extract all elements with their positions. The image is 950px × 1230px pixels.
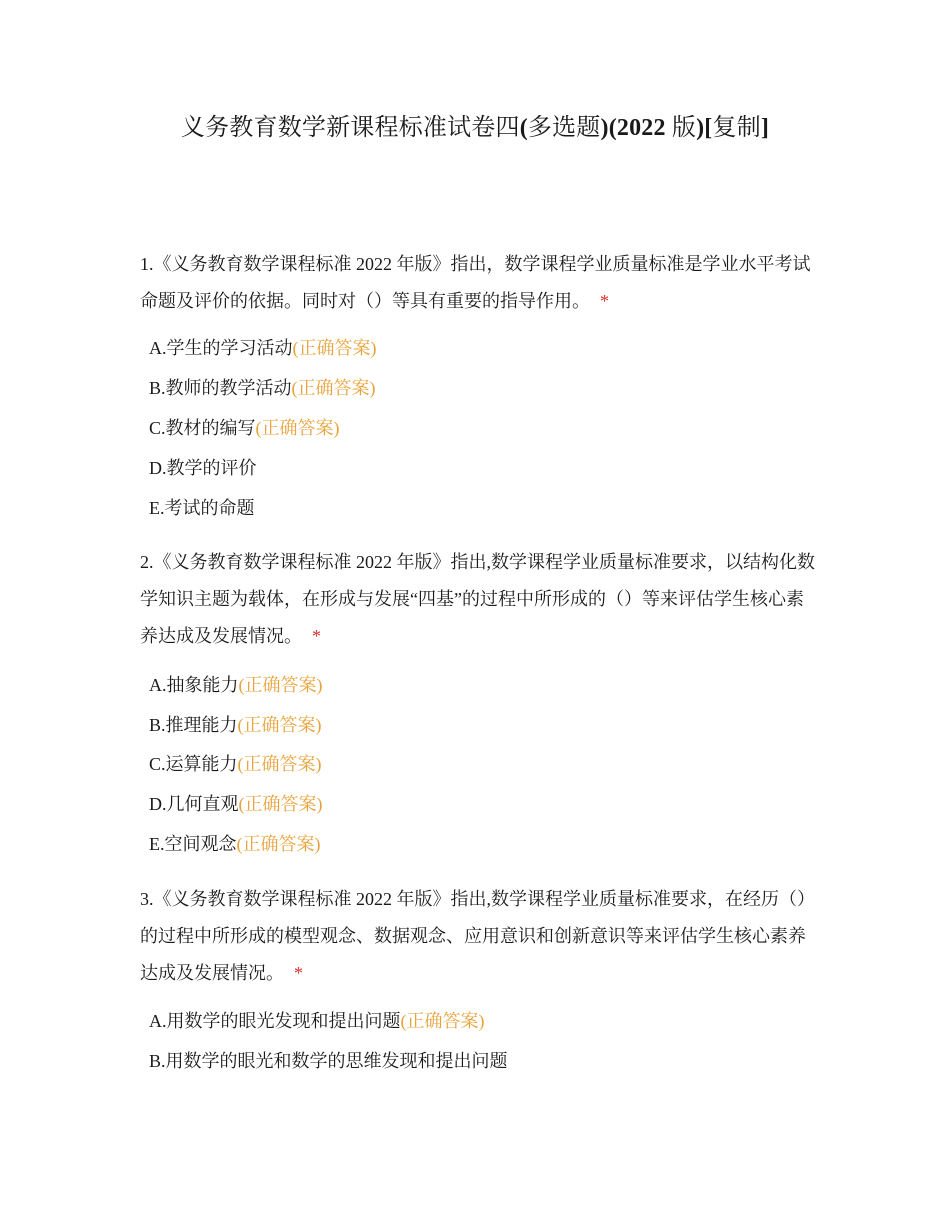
option-text: D.几何直观 xyxy=(149,794,239,814)
correct-answer-label: (正确答案) xyxy=(238,675,323,695)
option-1d xyxy=(149,454,257,482)
option-3a xyxy=(149,1007,485,1035)
option-1e xyxy=(149,494,255,522)
option-1b xyxy=(149,374,376,402)
correct-answer-label: (正确答案) xyxy=(292,338,377,358)
title-text: 多选题 xyxy=(527,115,601,141)
option-text: D.教学的评价 xyxy=(149,458,257,478)
option-text: A.用数学的眼光发现和提出问题 xyxy=(149,1011,401,1031)
correct-answer-label: (正确答案) xyxy=(400,1011,485,1031)
title-text: 义务教育数学新课程标准试卷四 xyxy=(180,115,520,141)
option-2b xyxy=(149,711,322,739)
title-paren: ( xyxy=(519,115,528,141)
option-2c xyxy=(149,750,322,778)
correct-answer-label: (正确答案) xyxy=(255,418,340,438)
title-text: 复制 xyxy=(712,115,761,141)
option-1a xyxy=(149,334,377,362)
option-text: E.考试的命题 xyxy=(149,498,255,518)
question-3 xyxy=(140,881,820,992)
correct-answer-label: (正确答案) xyxy=(237,715,322,735)
page-title xyxy=(0,112,950,144)
question-text: 3.《义务教育数学课程标准 2022 年版》指出,数学课程学业质量标准要求，在经历（）的过程中所形成的模型观念、数据观念、应用意识和创新意识等来评估学生核心素养达成及发展情况。 xyxy=(140,889,815,983)
option-text: C.运算能力 xyxy=(149,754,238,774)
question-1 xyxy=(140,246,820,320)
correct-answer-label: (正确答案) xyxy=(238,794,323,814)
option-2a xyxy=(149,671,323,699)
option-text: A.抽象能力 xyxy=(149,675,239,695)
title-year: )(2022 xyxy=(600,115,672,141)
option-text: B.用数学的眼光和数学的思维发现和提出问题 xyxy=(149,1051,508,1071)
option-2d xyxy=(149,790,323,818)
question-text: 2.《义务教育数学课程标准 2022 年版》指出,数学课程学业质量标准要求，以结构化数学知识主题为载体，在形成与发展“四基”的过程中所形成的（）等来评估学生核心素养达成及发展情况。 xyxy=(140,552,815,646)
question-text: 1.《义务教育数学课程标准 2022 年版》指出，数学课程学业质量标准是学业水平考试命题及评价的依据。同时对（）等具有重要的指导作用。 xyxy=(140,254,811,311)
option-text: B.推理能力 xyxy=(149,715,238,735)
required-mark: * xyxy=(600,291,609,311)
option-3b xyxy=(149,1047,508,1075)
correct-answer-label: (正确答案) xyxy=(236,834,321,854)
correct-answer-label: (正确答案) xyxy=(291,378,376,398)
option-text: E.空间观念 xyxy=(149,834,237,854)
option-2e xyxy=(149,830,321,858)
option-1c xyxy=(149,414,340,442)
title-bracket: )[ xyxy=(696,115,713,141)
option-text: A.学生的学习活动 xyxy=(149,338,293,358)
required-mark: * xyxy=(312,626,321,646)
correct-answer-label: (正确答案) xyxy=(237,754,322,774)
title-text: 版 xyxy=(671,115,697,141)
option-text: B.教师的教学活动 xyxy=(149,378,292,398)
title-bracket: ] xyxy=(760,115,770,141)
question-2 xyxy=(140,544,820,655)
required-mark: * xyxy=(294,963,303,983)
option-text: C.教材的编写 xyxy=(149,418,256,438)
